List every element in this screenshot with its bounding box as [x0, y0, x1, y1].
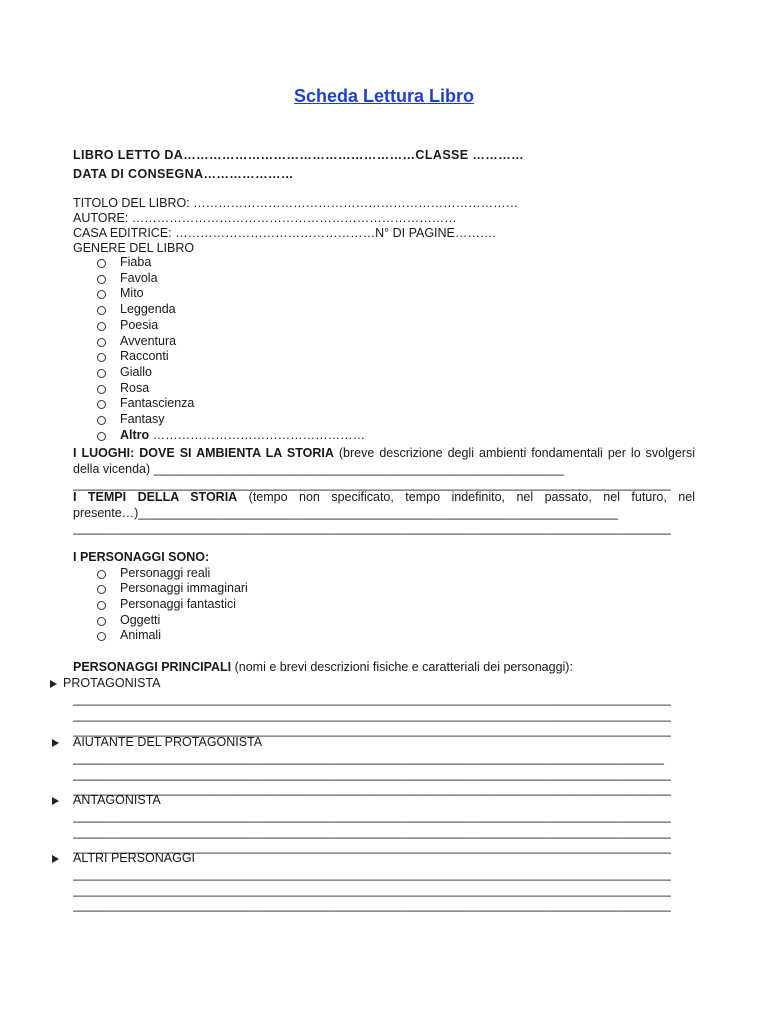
aiutante-line: _____________________________________________________________________________________	[73, 751, 664, 765]
antagonista-line: ______________________________________________________________________________________	[73, 840, 671, 854]
genre-label: Fiaba	[120, 255, 152, 269]
genre-label: Poesia	[120, 317, 159, 332]
circle-bullet-icon	[97, 385, 106, 394]
altri-line: ______________________________________________________________________________________	[73, 867, 671, 881]
genre-altro-dots: ……………………………………………	[149, 427, 366, 442]
tempi-line: ______________________________________________________________________________________	[73, 521, 671, 535]
circle-bullet-icon	[97, 338, 106, 347]
genre-label: Avventura	[120, 333, 177, 348]
altri-row	[48, 851, 698, 867]
altri-line: ______________________________________________________________________________________	[73, 898, 671, 912]
aiutante-line: ______________________________________________________________________________________	[73, 782, 671, 796]
personaggi-list	[73, 566, 697, 645]
personaggi-item-label: Personaggi fantastici	[120, 596, 237, 611]
protagonista-line: ______________________________________________________________________________________	[73, 707, 671, 722]
antagonista-line: ______________________________________________________________________________________	[73, 809, 671, 823]
luoghi-line: ______________________________________________________________________________________	[73, 477, 671, 491]
altri-label: ALTRI PERSONAGGI	[73, 851, 196, 865]
tempi-section	[73, 490, 695, 521]
personaggi-item-label: Personaggi immaginari	[120, 581, 248, 596]
personaggi-item-label: Animali	[120, 628, 161, 643]
luoghi-label: I LUOGHI: DOVE SI AMBIENTA LA STORIA	[73, 446, 334, 460]
genre-label: Mito	[120, 286, 144, 301]
list-item	[73, 613, 697, 629]
autore-field: AUTORE: ……………………………………………………………………	[73, 211, 457, 225]
circle-bullet-icon	[97, 353, 106, 362]
antagonista-line: ______________________________________________________________________________________	[73, 824, 671, 839]
page-title[interactable]: Scheda Lettura Libro	[293, 86, 475, 106]
circle-bullet-icon	[97, 369, 106, 378]
genre-label: Favola	[120, 270, 158, 285]
list-item	[73, 566, 697, 582]
luoghi-section	[73, 446, 695, 477]
list-item	[73, 365, 697, 381]
luoghi-desc: (breve descrizione degli ambienti fondamentali per lo svolgersi della vicenda) ___________________________________________________________	[73, 446, 695, 476]
tempi-desc: (tempo non specificato, tempo indefinito, nel passato, nel futuro, nel presente…)_____________________________________________________________________	[73, 490, 695, 520]
antagonista-label: ANTAGONISTA	[73, 793, 161, 807]
aiutante-line: ______________________________________________________________________________________	[73, 766, 671, 781]
genre-label: Leggenda	[120, 302, 176, 317]
principali-desc: (nomi e brevi descrizioni fisiche e caratteriali dei personaggi):	[231, 660, 573, 674]
list-item	[73, 581, 697, 597]
altri-line: ______________________________________________________________________________________	[73, 882, 671, 897]
circle-bullet-icon	[97, 400, 106, 409]
protagonista-label: PROTAGONISTA	[63, 676, 161, 690]
circle-bullet-icon	[97, 632, 106, 641]
protagonista-row	[48, 676, 698, 692]
arrow-right-icon	[52, 739, 59, 747]
tempi-label: I TEMPI DELLA STORIA	[73, 490, 238, 504]
circle-bullet-icon	[97, 259, 106, 268]
personaggi-item-label: Personaggi reali	[120, 565, 211, 580]
aiutante-label: AIUTANTE DEL PROTAGONISTA	[73, 735, 263, 749]
libro-letto-da-field: LIBRO LETTO DA………………………………………………CLASSE …………	[73, 148, 525, 162]
antagonista-row	[48, 793, 698, 809]
genre-altro-label: Altro	[120, 427, 150, 442]
list-item	[73, 255, 697, 271]
list-item	[73, 286, 697, 302]
circle-bullet-icon	[97, 275, 106, 284]
casa-editrice-field: CASA EDITRICE: …………………………………………N° DI PAGINE……….	[73, 226, 496, 240]
principali-section	[73, 660, 697, 676]
circle-bullet-icon	[97, 570, 106, 579]
list-item	[73, 318, 697, 334]
personaggi-label	[73, 550, 697, 566]
circle-bullet-icon	[97, 306, 106, 315]
list-item	[73, 349, 697, 365]
genre-label: Fantasy	[120, 412, 165, 427]
list-item	[73, 302, 697, 318]
list-item	[73, 271, 697, 287]
circle-bullet-icon	[97, 601, 106, 610]
genre-label: Racconti	[120, 349, 169, 364]
arrow-right-icon	[50, 680, 57, 688]
list-item	[73, 334, 697, 350]
titolo-field: TITOLO DEL LIBRO: ……………………………………………………………………	[73, 196, 519, 210]
circle-bullet-icon	[97, 585, 106, 594]
personaggi-item-label: Oggetti	[120, 612, 161, 627]
genere-label: GENERE DEL LIBRO	[73, 241, 195, 255]
arrow-right-icon	[52, 797, 59, 805]
list-item	[73, 597, 697, 613]
protagonista-line: ______________________________________________________________________________________	[73, 692, 671, 706]
genre-label: Fantascienza	[120, 396, 195, 411]
aiutante-row	[48, 735, 698, 751]
list-item	[73, 396, 697, 412]
circle-bullet-icon	[97, 432, 106, 441]
genre-label: Rosa	[120, 380, 150, 395]
personaggi-label-text: I PERSONAGGI SONO:	[73, 550, 210, 564]
arrow-right-icon	[52, 855, 59, 863]
list-item	[73, 428, 697, 444]
list-item	[73, 381, 697, 397]
genre-list	[73, 255, 697, 443]
circle-bullet-icon	[97, 290, 106, 299]
circle-bullet-icon	[97, 617, 106, 626]
principali-label: PERSONAGGI PRINCIPALI	[73, 660, 232, 674]
list-item	[73, 628, 697, 644]
protagonista-line: ______________________________________________________________________________________	[73, 723, 671, 737]
genre-label: Giallo	[120, 364, 152, 379]
data-consegna-field: DATA DI CONSEGNA…………………	[73, 167, 294, 181]
list-item	[73, 412, 697, 428]
circle-bullet-icon	[97, 322, 106, 331]
circle-bullet-icon	[97, 416, 106, 425]
